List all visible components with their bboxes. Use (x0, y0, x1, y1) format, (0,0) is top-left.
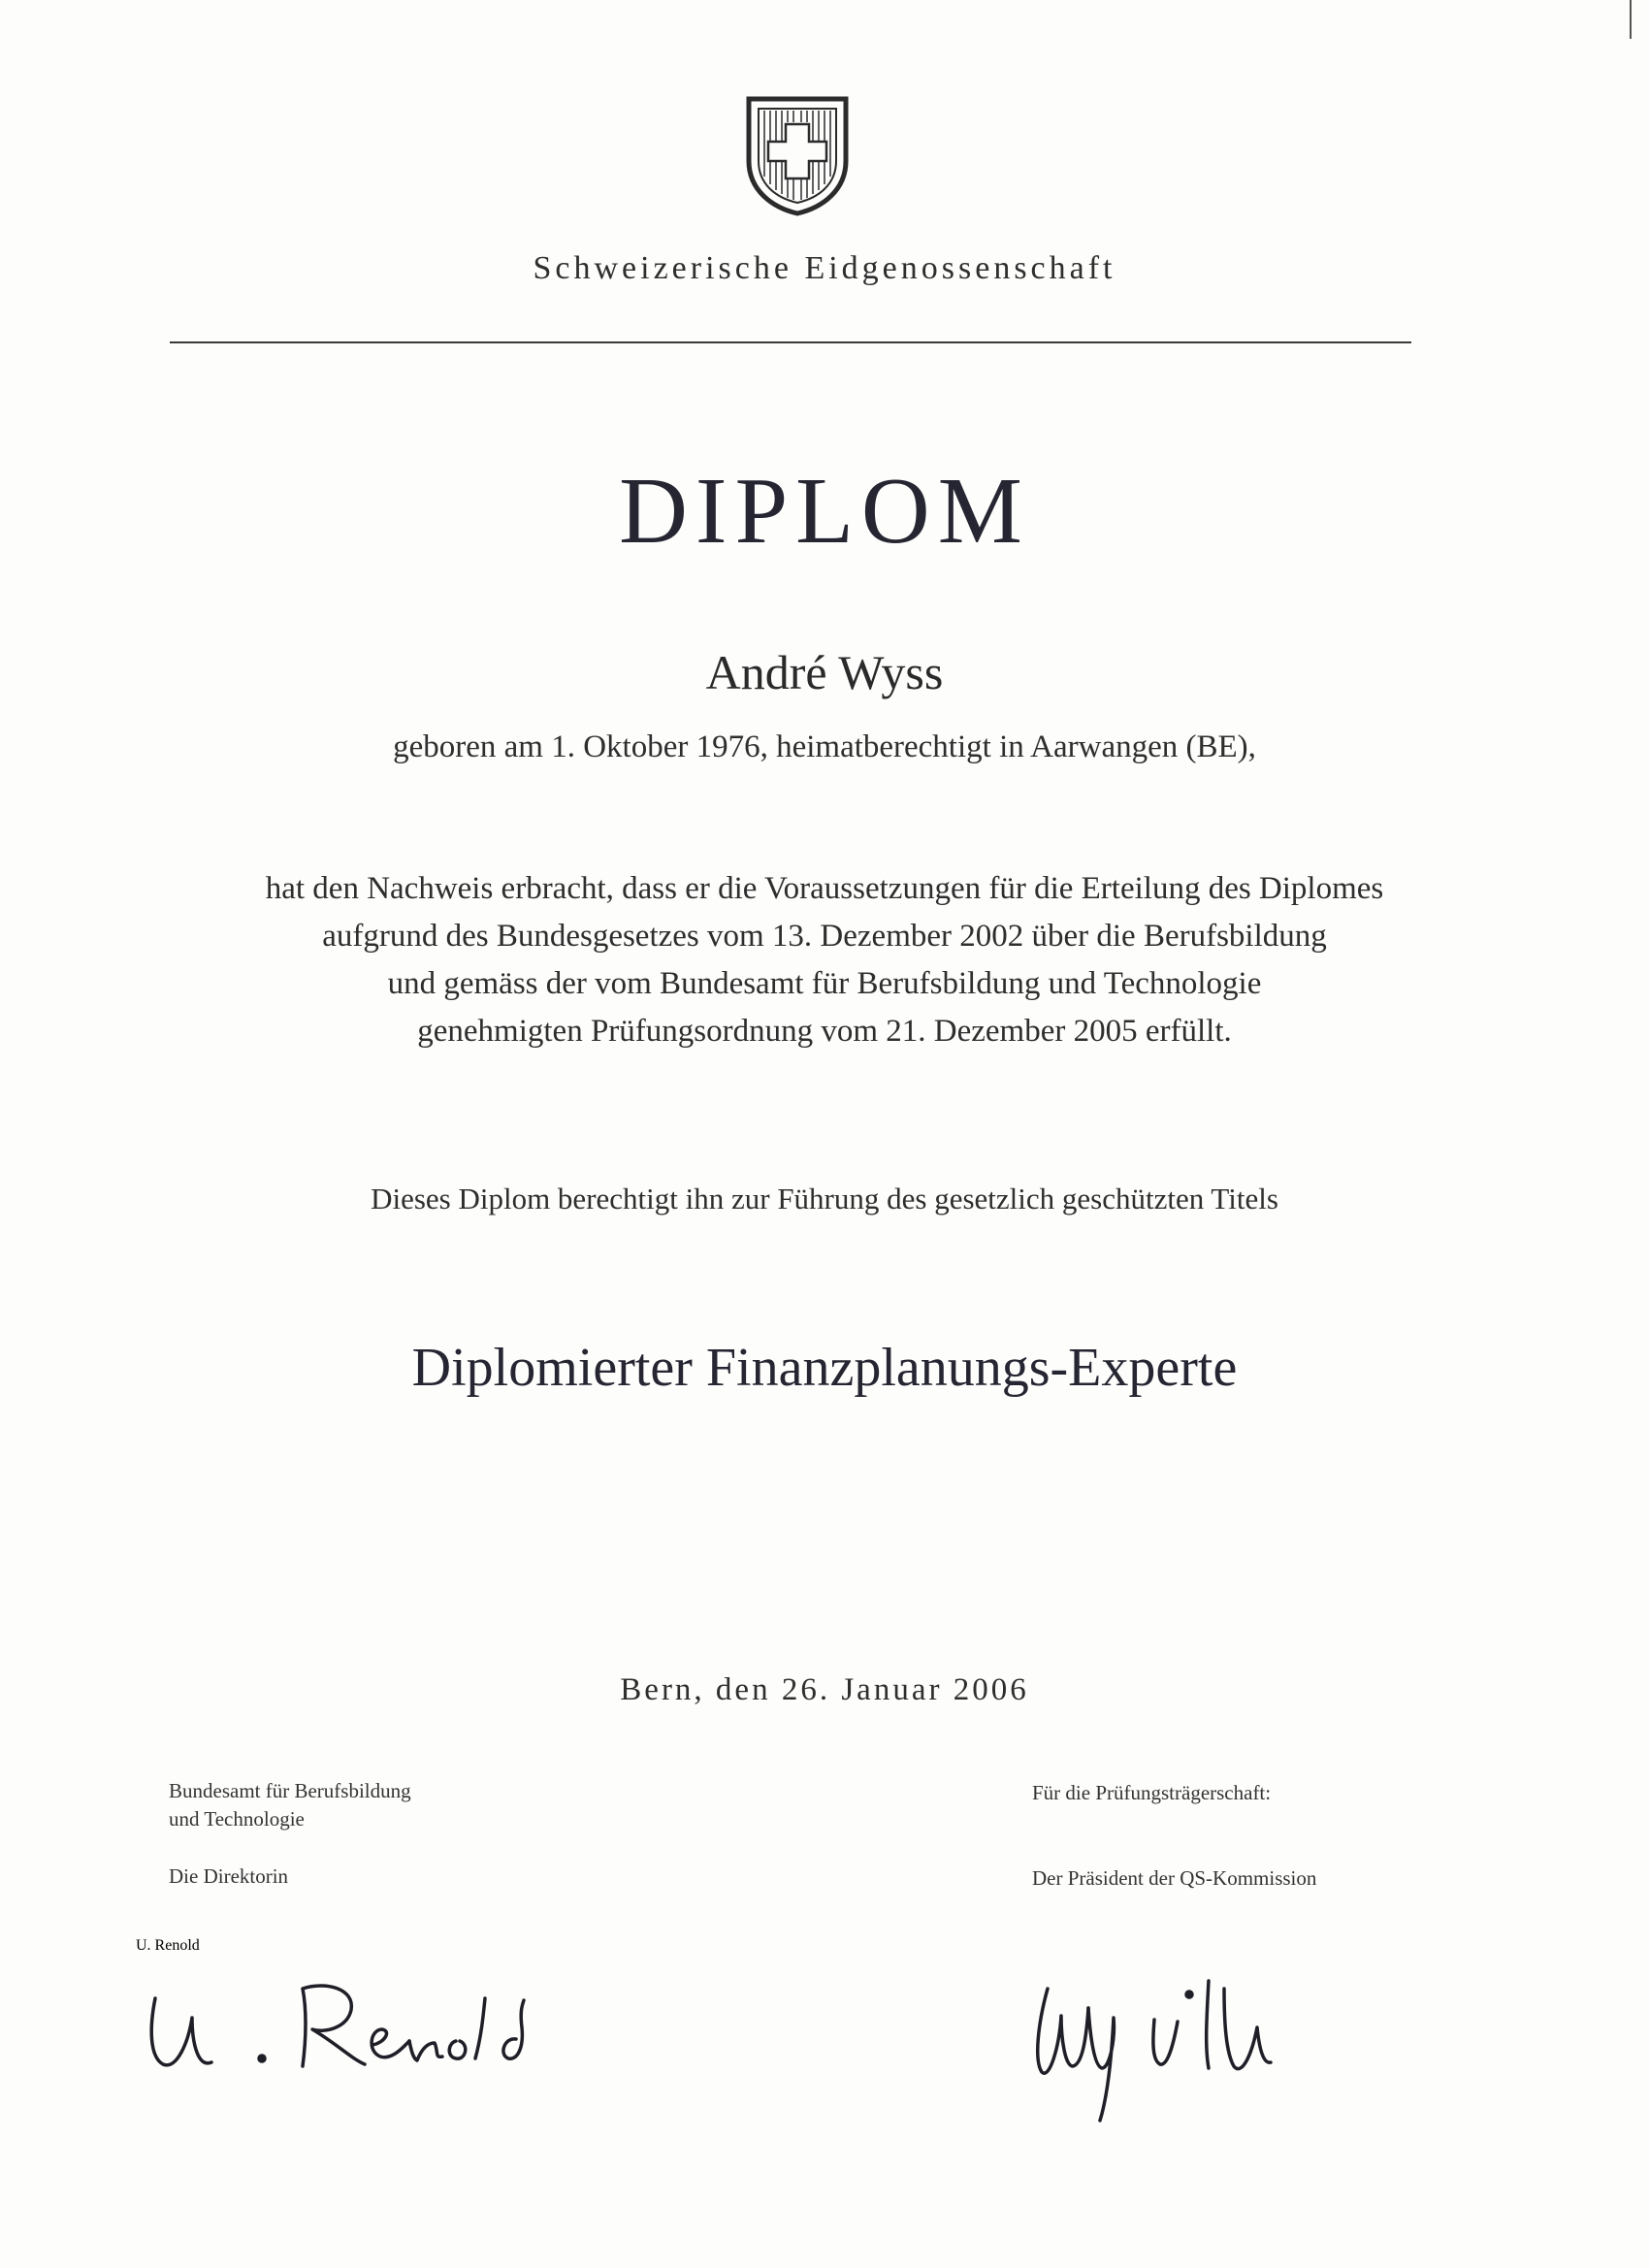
header-divider (170, 341, 1411, 343)
left-signature (136, 1937, 563, 2095)
place-date: Bern, den 26. Januar 2006 (620, 1672, 1029, 1707)
certification-line: und gemäss der vom Bundesamt für Berufsbildung und Technologie (387, 966, 1262, 1001)
right-signatory-role: Der Präsident der QS-Kommission (1032, 1866, 1317, 1890)
recipient-name: André Wyss (705, 645, 944, 699)
certification-line: hat den Nachweis erbracht, dass er die Voraussetzungen für die Erteilung des Diplomes (265, 871, 1384, 906)
degree-title: Diplomierter Finanzplanungs-Experte (411, 1338, 1238, 1398)
right-signatory-org: Für die Prüfungsträgerschaft: (1032, 1781, 1272, 1804)
left-org-line: Bundesamt für Berufsbildung (169, 1779, 411, 1802)
swiss-federal-crest-icon (739, 93, 856, 217)
diploma-title: DIPLOM (619, 459, 1030, 564)
issuer-name: Schweizerische Eidgenossenschaft (533, 250, 1116, 286)
certification-line: aufgrund des Bundesgesetzes vom 13. Dezember 2002 über die Berufsbildung (322, 919, 1327, 954)
right-signature (1009, 1930, 1416, 2124)
left-signature-name: U. Renold (136, 1937, 200, 1954)
entitlement-line: Dieses Diplom berechtigt ihn zur Führung des gesetzlich geschützten Titels (371, 1182, 1278, 1215)
scan-edge-mark (1630, 0, 1632, 39)
left-signatory-role: Die Direktorin (169, 1864, 289, 1888)
left-org-line: und Technologie (169, 1807, 305, 1831)
certification-text (0, 865, 1649, 1055)
left-signatory-org (169, 1777, 411, 1833)
certification-line: genehmigten Prüfungsordnung vom 21. Dezember 2005 erfüllt. (417, 1014, 1232, 1049)
birth-line: geboren am 1. Oktober 1976, heimatberechtigt in Aarwangen (BE), (393, 729, 1256, 764)
